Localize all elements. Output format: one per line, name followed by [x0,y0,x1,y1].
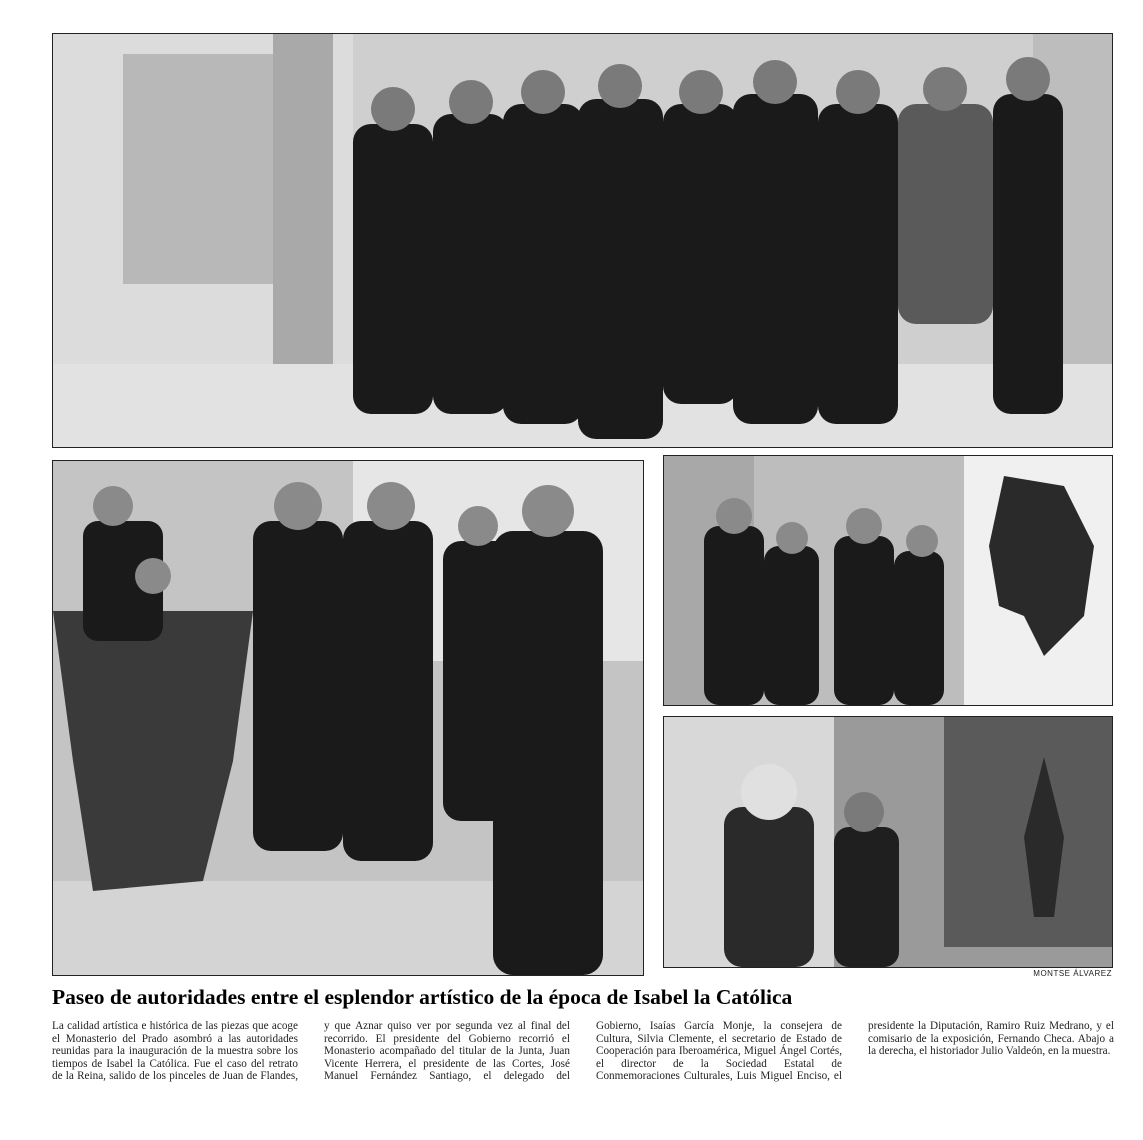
photo-coat-of-arms [663,455,1113,706]
photo-historian-valdeon [663,716,1113,968]
article-headline: Paseo de autoridades entre el esplendor artístico de la época de Isabel la Católica [52,985,793,1009]
photo-credit: MONTSE ÁLVAREZ [1033,969,1112,978]
article-body: La calidad artística e histórica de las piezas que acoge el Monasterio del Prado asombró a las autoridades reunidas para la inauguración de la muestra sobre los tiempos de Isabel la Católica. Fue el caso del retrato de la Reina, salido de los pinceles de Juan de Flandes, y que Aznar quiso ver por segunda vez al final del recorrido. El presidente del Gobierno recorrió el Monasterio acompañado del titular de la Junta, Juan Vicente Herrera, el presidente de las Cortes, José Manuel Fernández Santiago, el delegado del Gobierno, Isaías García Monje, la consejera de Cultura, Silvia Clemente, el secretario de Estado de Cooperación para Iberoamérica, Miguel Ángel Cortés, el director de la Sociedad Estatal de Conmemoraciones Culturales, Luis Miguel Enciso, el presidente la Diputación, Ramiro Ruiz Medrano, y el comisario de la exposición, Fernando Checa. Abajo a la derecha, el historiador Julio Valdeón, en la muestra. [52,1020,1114,1083]
photo-aznar-tour [52,460,644,976]
photo-officials-walking [52,33,1113,448]
